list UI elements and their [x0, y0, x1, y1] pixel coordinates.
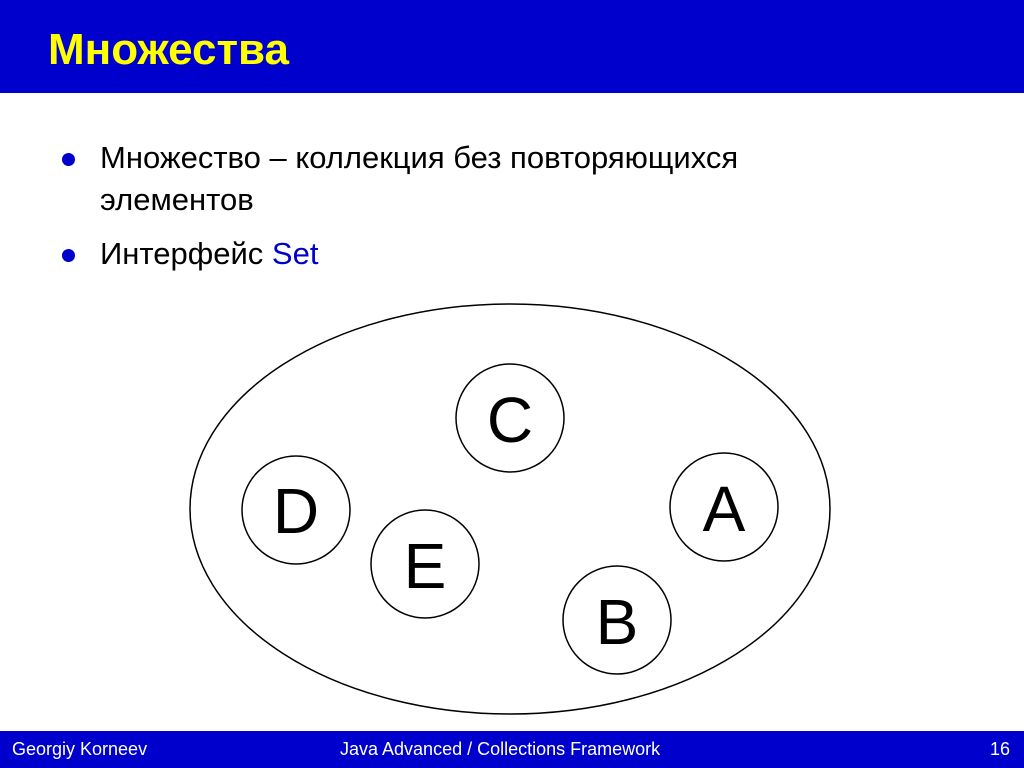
set-element-c	[456, 364, 564, 472]
set-element-label: B	[595, 586, 639, 658]
footer-author: Georgiy Korneev	[12, 739, 148, 759]
set-element-label: E	[403, 530, 447, 602]
set-element-a	[670, 453, 778, 561]
set-keyword: Set	[271, 236, 319, 271]
bullet-text: Множество – коллекция без повторяющихся элементов	[100, 140, 739, 217]
bullet-prefix: Интерфейс	[100, 236, 272, 271]
set-element-label: A	[702, 473, 746, 545]
footer-course: Java Advanced / Collections Framework	[340, 739, 661, 759]
footer-page-number: 16	[989, 739, 1010, 759]
set-element-b	[563, 566, 671, 674]
set-element-label: D	[272, 475, 320, 547]
slide-title: Множества	[48, 25, 289, 74]
set-element-e	[371, 510, 479, 618]
set-element-d	[242, 456, 350, 564]
slide-footer	[0, 731, 1024, 768]
set-element-label: C	[486, 384, 534, 456]
